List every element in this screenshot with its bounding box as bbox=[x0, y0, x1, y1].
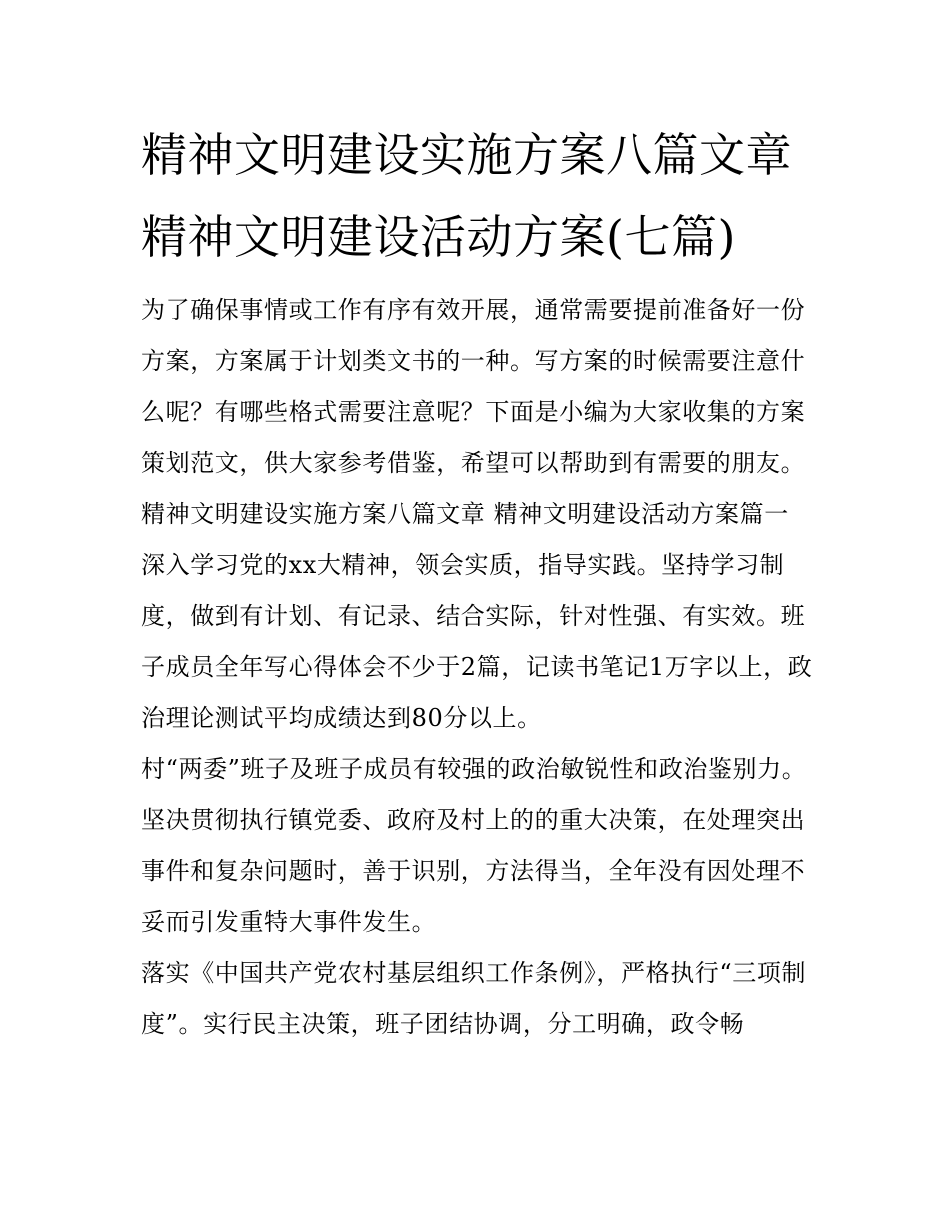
study-paragraph: 深入学习党的xx大精神，领会实质，指导实践。坚持学习制度，做到有计划、有记录、结合实际，针对性强、有实效。班子成员全年写心得体会不少于2篇，记读书笔记1万字以上，政治理论测试平均成绩达到80分以上。 bbox=[141, 551, 813, 732]
section-heading-paragraph: 精神文明建设实施方案八篇文章 精神文明建设活动方案篇一 bbox=[141, 500, 789, 528]
team-paragraph: 村“两委”班子及班子成员有较强的政治敏锐性和政治鉴别力。坚决贯彻执行镇党委、政府及村上的的重大决策，在处理突出事件和复杂问题时，善于识别，方法得当，全年没有因处理不妥而引发重特大事件发生。 bbox=[141, 755, 807, 936]
regulation-paragraph: 落实《中国共产党农村基层组织工作条例》，严格执行“三项制度”。实行民主决策，班子团结协调，分工明确，政令畅 bbox=[141, 959, 807, 1038]
document-title: 精神文明建设实施方案八篇文章 精神文明建设活动方案(七篇) bbox=[141, 128, 792, 264]
document-content bbox=[141, 114, 821, 1050]
intro-paragraph: 为了确保事情或工作有序有效开展，通常需要提前准备好一份方案，方案属于计划类文书的一种。写方案的时候需要注意什么呢？有哪些格式需要注意呢？下面是小编为大家收集的方案策划范文，供大家参考借鉴，希望可以帮助到有需要的朋友。 bbox=[141, 296, 806, 477]
